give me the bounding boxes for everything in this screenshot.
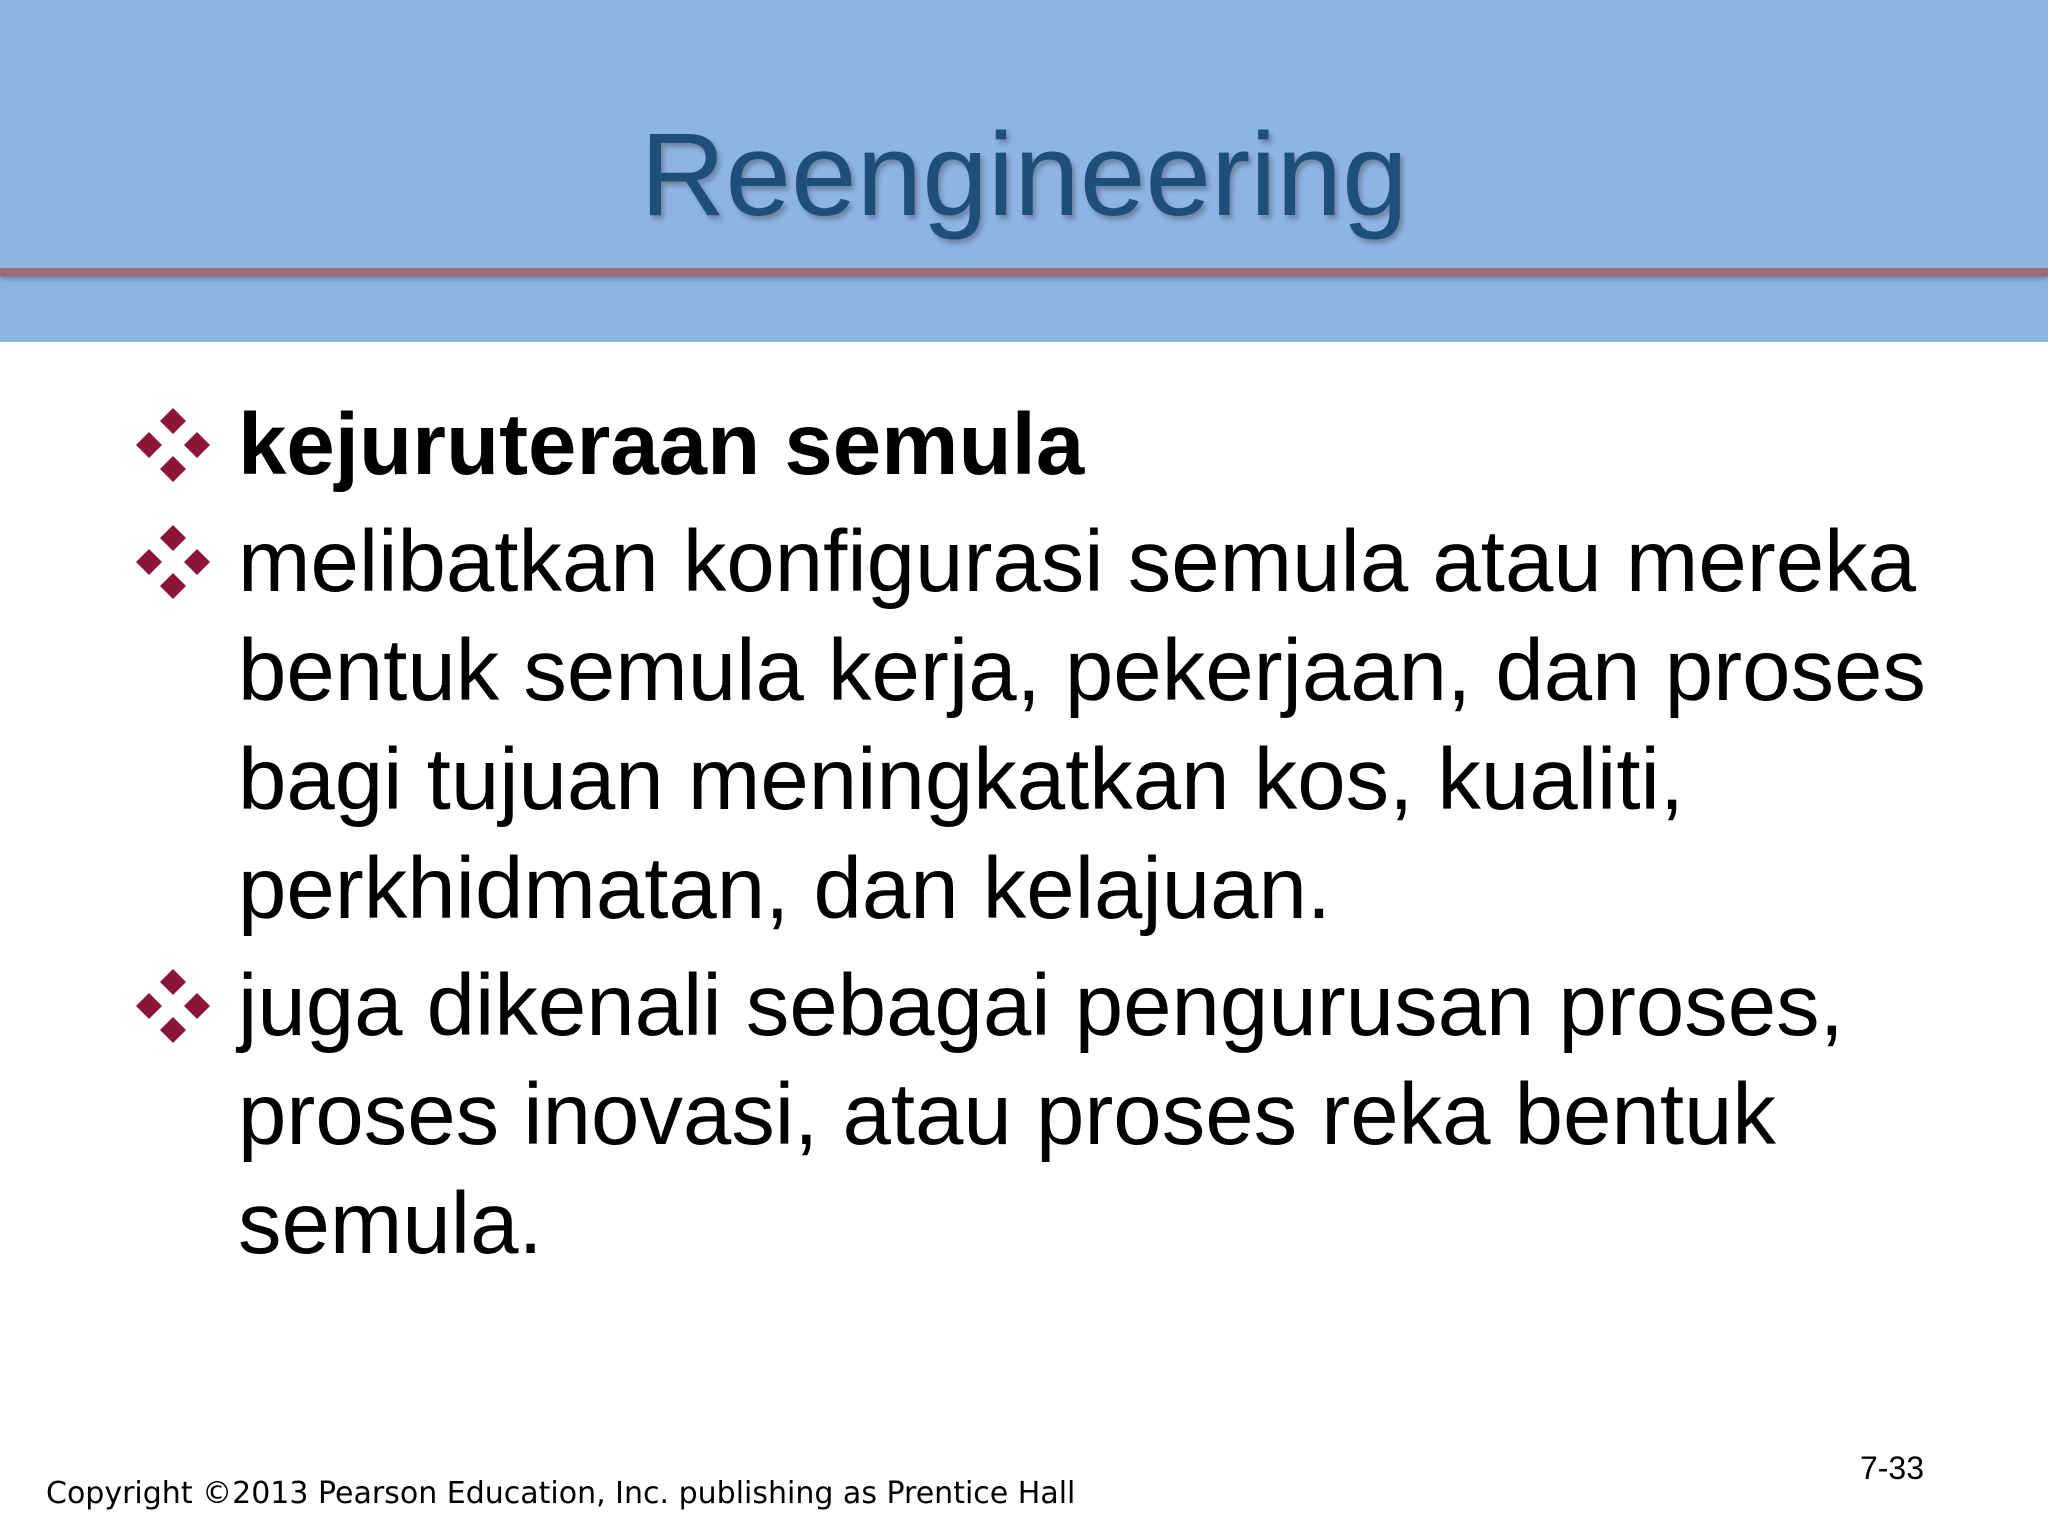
title-divider [0,268,2048,276]
bullet-item-1 [0,390,1938,499]
four-diamond-bullet-icon [132,404,214,486]
four-diamond-bullet-icon [132,965,214,1047]
bullet-list [0,390,2048,1286]
bullet-text-3: juga dikenali sebagai pengurusan proses, proses inovasi, atau proses reka bentuk semula. [238,957,1844,1272]
slide-title: Reengineering [640,109,1408,241]
bullet-text-1: kejuruteraan semula [238,396,1085,493]
bullet-text-2: melibatkan konfigurasi semula atau mereka bentuk semula kerja, pekerjaan, dan proses bagi tujuan meningkatkan kos, kualiti, perkhidmatan, dan kelajuan. [238,513,1926,937]
bullet-item-3 [0,951,1938,1278]
slide-number: 7-33 [1859,1450,1924,1486]
copyright-notice: Copyright ©2013 Pearson Education, Inc. publishing as Prentice Hall [46,1476,1076,1511]
bullet-item-2 [0,507,1938,943]
four-diamond-bullet-icon [132,521,214,603]
